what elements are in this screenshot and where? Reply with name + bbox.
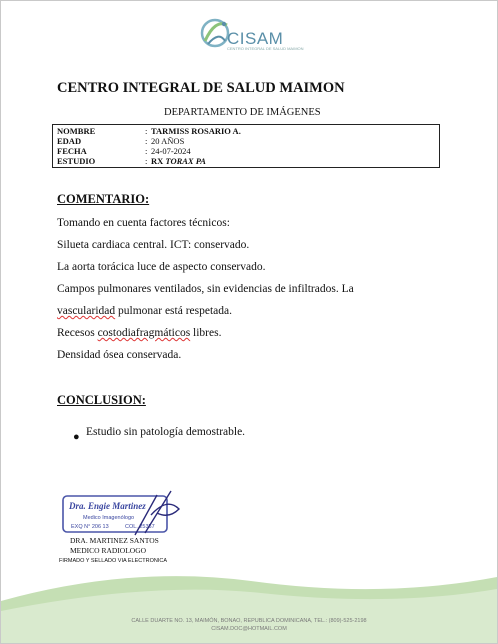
comentario-line-7: Densidad ósea conservada. <box>57 349 182 361</box>
patient-age: 20 AÑOS <box>151 136 185 146</box>
date-separator: : <box>145 146 148 156</box>
stamp-exq: EXQ N° 206 13 <box>71 524 109 530</box>
study-date: 24-07-2024 <box>151 146 191 156</box>
footer-wave <box>1 571 497 643</box>
name-separator: : <box>145 126 148 136</box>
age-separator: : <box>145 136 148 146</box>
logo-wordmark: CISAM <box>227 29 284 48</box>
department-name: DEPARTAMENTO DE IMÁGENES <box>164 107 321 118</box>
comentario-line-3: La aorta torácica luce de aspecto conservado. <box>57 261 266 273</box>
comentario-line-6 <box>57 327 221 339</box>
logo-subtitle: CENTRO INTEGRAL DE SALUD MAIMON <box>227 46 304 51</box>
age-label: EDAD <box>57 136 82 146</box>
comentario-line-4: Campos pulmonares ventilados, sin evidencias de infiltrados. La <box>57 283 354 295</box>
comentario-line-6-start: Recesos <box>57 327 98 339</box>
comentario-heading: COMENTARIO: <box>57 192 150 206</box>
spellcheck-word: costodiafragmáticos <box>97 327 191 339</box>
spellcheck-word: vascularidad <box>57 305 116 317</box>
conclusion-heading: CONCLUSION: <box>57 393 146 407</box>
footer-address: CALLE DUARTE NO. 13, MAIMÓN, BONAO, REPUBLICA DOMINICANA, TEL.: (809)-525-2198 <box>131 618 367 624</box>
patient-info-box <box>52 124 440 168</box>
study-label: ESTUDIO <box>57 156 96 166</box>
study-type-prefix: RX <box>151 156 164 166</box>
footer-email[interactable]: CISAM.DOC@HOTMAIL.COM <box>211 626 287 632</box>
stamp-col: COL. 25357 <box>125 524 155 530</box>
bullet-icon: ● <box>73 431 80 443</box>
comentario-line-2: Silueta cardiaca central. ICT: conservado. <box>57 239 250 251</box>
stamp-name: Dra. Engie Martinez <box>69 501 146 511</box>
patient-name: TARMISS ROSARIO A. <box>151 126 241 136</box>
doctor-name: DRA. MARTINEZ SANTOS <box>70 536 159 545</box>
stamp-title: Medico Imagenólogo <box>83 515 135 521</box>
study-type <box>151 156 206 166</box>
conclusion-item: Estudio sin patología demostrable. <box>86 426 246 438</box>
signature-stamp <box>61 489 189 539</box>
date-label: FECHA <box>57 146 87 156</box>
comentario-line-5 <box>57 305 232 317</box>
comentario-line-5-rest: pulmonar está respetada. <box>115 305 232 317</box>
name-label: NOMBRE <box>57 126 96 136</box>
doctor-title: MEDICO RADIOLOGO <box>70 546 147 555</box>
comentario-line-6-rest: libres. <box>190 327 222 339</box>
clinic-title: CENTRO INTEGRAL DE SALUD MAIMON <box>57 80 345 96</box>
study-type-view: TORAX PA <box>165 156 206 166</box>
study-separator: : <box>145 156 148 166</box>
comentario-line-1: Tomando en cuenta factores técnicos: <box>57 217 230 229</box>
signature-note: FIRMADO Y SELLADO VIA ELECTRONICA <box>59 558 167 564</box>
